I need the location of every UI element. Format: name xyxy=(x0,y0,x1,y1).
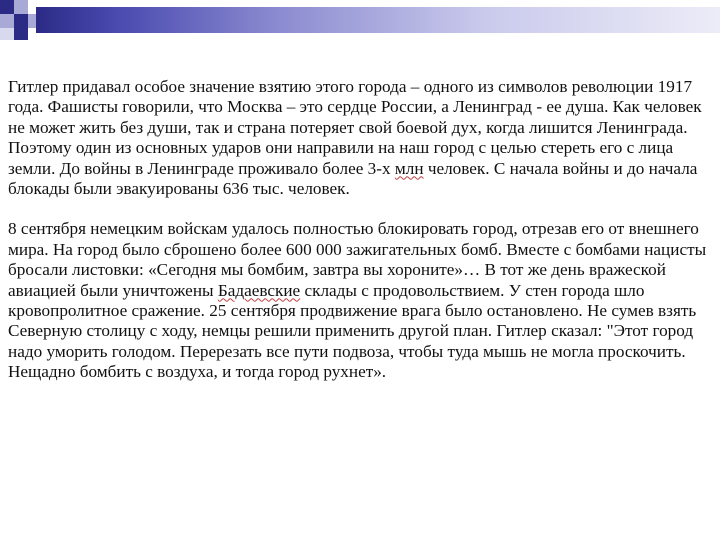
slide-header-decoration xyxy=(0,0,720,44)
header-square-light xyxy=(14,0,28,14)
paragraph-text: человек. С начала войны и до начала блокады были эвакуированы 636 тыс. человек. xyxy=(8,158,698,199)
header-square-light xyxy=(0,28,14,40)
header-gradient-bar xyxy=(36,7,720,33)
paragraph-text: Гитлер придавал особое значение взятию этого города – одного из символов революции 1917 года. Фашисты говорили, что Москва – это сердце России, а Ленинград - ее душа. Как человек не может жить без души, так и страна потеряет свой боевой дух, когда лишится Ленинграда. Поэтому один из основных ударов они направили на наш город с целью стереть его с лица земли. До войны в Ленинграде проживало более 3-х xyxy=(8,77,702,178)
paragraph-text: склады с продовольствием. У стен города шло кровопролитное сражение. 25 сентября продвижение врага было остановлено. Не сумев взять Северную столицу с ходу, немцы решили применить другой план. Гитлер сказал: "Этот город надо уморить голодом. Перерезать все пути подвоза, чтобы туда мышь не могла проскочить. Нещадно бомбить с воздуха, и тогда город рухнет». xyxy=(8,280,697,382)
slide-body-text xyxy=(8,77,712,383)
paragraph-text: 8 сентября немецким войскам удалось полностью блокировать город, отрезав его от внешнего мира. На город было сброшено более 600 000 зажигательных бомб. Вместе с бомбами нацисты бросали листовки: «Сегодня мы бомбим, завтра вы хороните»… В тот же день вражеской авиацией были уничтожены xyxy=(8,219,707,300)
header-square-dark xyxy=(0,0,14,14)
header-square-dark xyxy=(14,28,28,40)
paragraph-gap xyxy=(8,199,712,219)
paragraph-2 xyxy=(8,219,712,382)
header-square-light xyxy=(0,14,14,28)
header-square-dark xyxy=(14,14,28,28)
spellcheck-underlined-word: Бадаевские xyxy=(217,280,301,300)
paragraph-1 xyxy=(8,77,712,199)
spellcheck-underlined-word: млн xyxy=(394,158,424,178)
